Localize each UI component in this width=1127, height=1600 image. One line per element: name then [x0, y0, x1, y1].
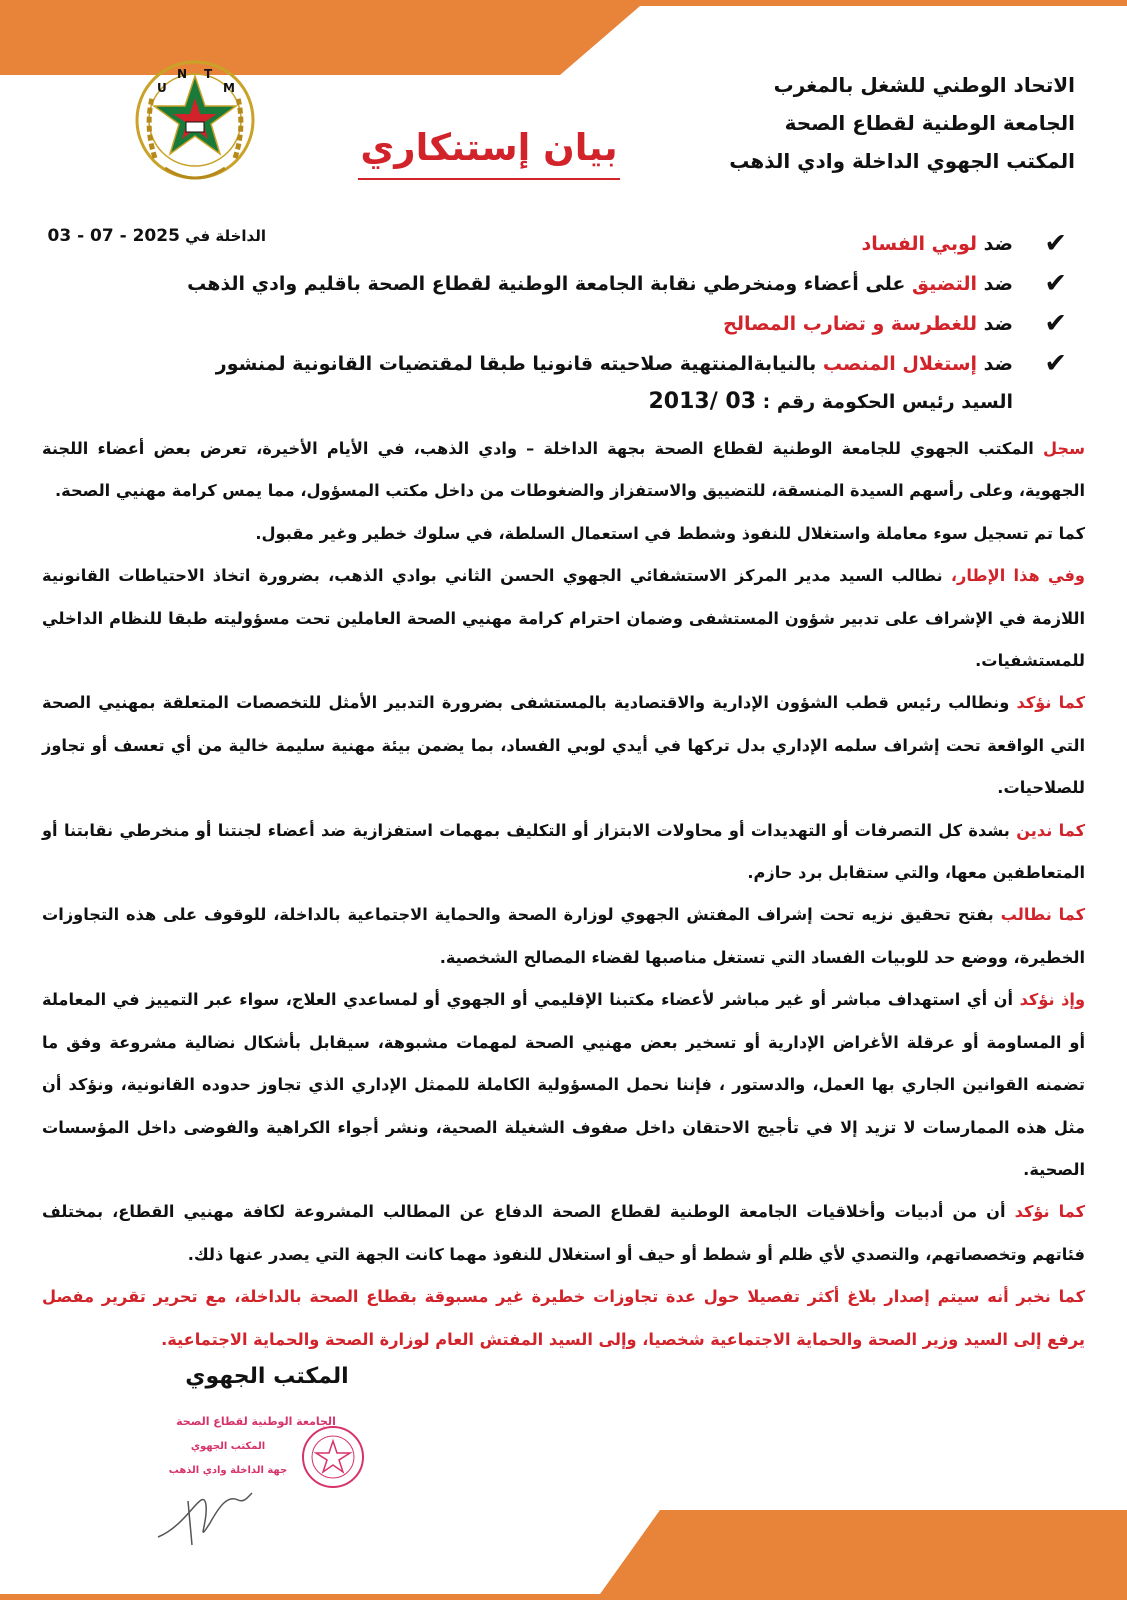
bullet-continuation: السيد رئيس الحكومة رقم : 03 /2013	[648, 389, 1013, 414]
logo-letter-n: N	[177, 67, 188, 81]
body-paragraph: وإذ نؤكد أن أي استهداف مباشر أو غير مباشر لأعضاء مكتبنا الإقليمي أو الجهوي أو لمساعدي العلاج، سواء عبر التمييز في المعاملة أو المساومة أو عرقلة الأغراض الإدارية أو تسخير بعض مهنيي الصحة لمهمات مشبوهة، سيقابل بأشكال نضالية مشروعة وفق ما تضمنه القوانين الجاري بها العمل، والدستور ، فإننا نحمل المسؤولية الكاملة للممثل الإداري الذي تجاوز حدوده القانونية، ونؤكد أن مثل هذه الممارسات لا تزيد إلا في تأجيج الاحتقان داخل صفوف الشغيلة الصحية، ونشر أجواء الكراهية والفوضى داخل المؤسسات الصحية.	[42, 990, 1086, 1179]
document-title: بيان إستنكاري	[358, 118, 620, 180]
body-paragraph: كما نؤكد أن من أدبيات وأخلاقيات الجامعة الوطنية لقطاع الصحة الدفاع عن المطالب المشروعة لكافة مهنيي القطاع، بمختلف فئاتهم وتخصصاتهم، والتصدي لأي ظلم أو شطط أو حيف أو استغلال للنفوذ مهما كانت الجهة التي يصدر عنها ذلك.	[42, 1202, 1085, 1264]
stamp-line-region: جهة الداخلة وادي الذهب	[168, 1465, 288, 1476]
org-line-federation: الجامعة الوطنية لقطاع الصحة	[784, 111, 1075, 135]
stamp-line-office: المكتب الجهوي	[190, 1441, 266, 1452]
union-logo	[130, 48, 260, 198]
date-prefix: الداخلة في	[185, 227, 266, 245]
organization-header	[655, 66, 1075, 180]
body-paragraph: كما نؤكد ونطالب رئيس قطب الشؤون الإدارية والاقتصادية بالمستشفى بضرورة التدبير الأمثل للتخصصات المتعلقة بمهنيي الصحة التي الواقعة تحت إشراف سلمه الإداري بدل تركها في أيدي لوبي الفساد، بما يضمن بيئة مهنية سليمة خالية من أي تعسف أو تجاوز للصلاحيات.	[42, 693, 1085, 798]
checkmark-icon: ✔	[1044, 348, 1067, 379]
protest-bullets	[115, 224, 1075, 420]
logo-letter-t: T	[204, 67, 213, 81]
body-paragraph: سجل المكتب الجهوي للجامعة الوطنية لقطاع الصحة بجهة الداخلة – وادي الذهب، في الأيام الأخيرة، تعرض بعض أعضاء اللجنة الجهوية، وعلى رأسهم السيدة المنسقة، للتضييق والاستفزاز والضغوطات من داخل مكتب المسؤول، مما يمس كرامة مهنيي الصحة.	[42, 439, 1085, 501]
checkmark-icon: ✔	[1044, 268, 1067, 299]
org-line-union: الاتحاد الوطني للشغل بالمغرب	[773, 73, 1075, 97]
signature-label: المكتب الجهوي	[185, 1364, 349, 1389]
stamp-line-federation: الجامعة الوطنية لقطاع الصحة	[176, 1415, 336, 1428]
footer-band	[0, 1510, 1127, 1600]
statement-body	[42, 428, 1085, 1361]
bullet-item: ✔ ضد للغطرسة و تضارب المصالح	[115, 304, 1075, 344]
org-line-office: المكتب الجهوي الداخلة وادي الذهب	[729, 149, 1075, 173]
closing-paragraph: كما نخبر أنه سيتم إصدار بلاغ أكثر تفصيلا حول عدة تجاوزات خطيرة غير مسبوقة بقطاع الصحة بالداخلة، مع تحرير تقرير مفصل يرفع إلى السيد وزير الصحة والحماية الاجتماعية شخصيا، وإلى السيد المفتش العام لوزارة الصحة والحماية الاجتماعية.	[42, 1287, 1085, 1349]
bullet-item: ✔ ضد التضيق على أعضاء ومنخرطي نقابة الجامعة الوطنية لقطاع الصحة باقليم وادي الذهب	[115, 264, 1075, 304]
body-paragraph: كما ندين بشدة كل التصرفات أو التهديدات أو محاولات الابتزاز أو التكليف بمهمات استفزازية ضد أعضاء لجنتنا أو منخرطي نقابتنا أو المتعاطفين معها، والتي ستقابل برد حازم.	[42, 820, 1085, 883]
body-paragraph: كما نطالب بفتح تحقيق نزيه تحت إشراف المفتش الجهوي لوزارة الصحة والحماية الاجتماعية بالداخلة، للوقوف على هذه التجاوزات الخطيرة، ووضع حد للوبيات الفساد التي تستغل مناصبها لقضاء المصالح الشخصية.	[42, 905, 1086, 967]
date-value: 03 - 07 - 2025	[47, 226, 180, 246]
logo-letter-u: U	[157, 81, 167, 95]
bullet-item: ✔ ضد لوبي الفساد	[115, 224, 1075, 264]
checkmark-icon: ✔	[1044, 308, 1067, 339]
bullet-item: ✔ ضد إستغلال المنصب بالنيابةالمنتهية صلاحيته قانونيا طبقا لمقتضيات القانونية لمنشور	[115, 344, 1075, 384]
logo-letter-m: M	[223, 81, 235, 95]
body-paragraph: وفي هذا الإطار، نطالب السيد مدير المركز الاستشفائي الجهوي الحسن الثاني بوادي الذهب، بضرورة اتخاذ الاحتياطات القانونية اللازمة في الإشراف على تدبير شؤون المستشفى وضمان احترام كرامة مهنيي الصحة العاملين تحت مسؤوليته طبقا للنظام الداخلي للمستشفيات.	[42, 566, 1085, 671]
decree-number: 03 /2013	[648, 389, 757, 414]
body-paragraph: كما تم تسجيل سوء معاملة واستغلال للنفوذ وشطط في استعمال السلطة، في سلوك خطير وغير مقبول.	[255, 523, 1085, 543]
checkmark-icon: ✔	[1044, 228, 1067, 259]
